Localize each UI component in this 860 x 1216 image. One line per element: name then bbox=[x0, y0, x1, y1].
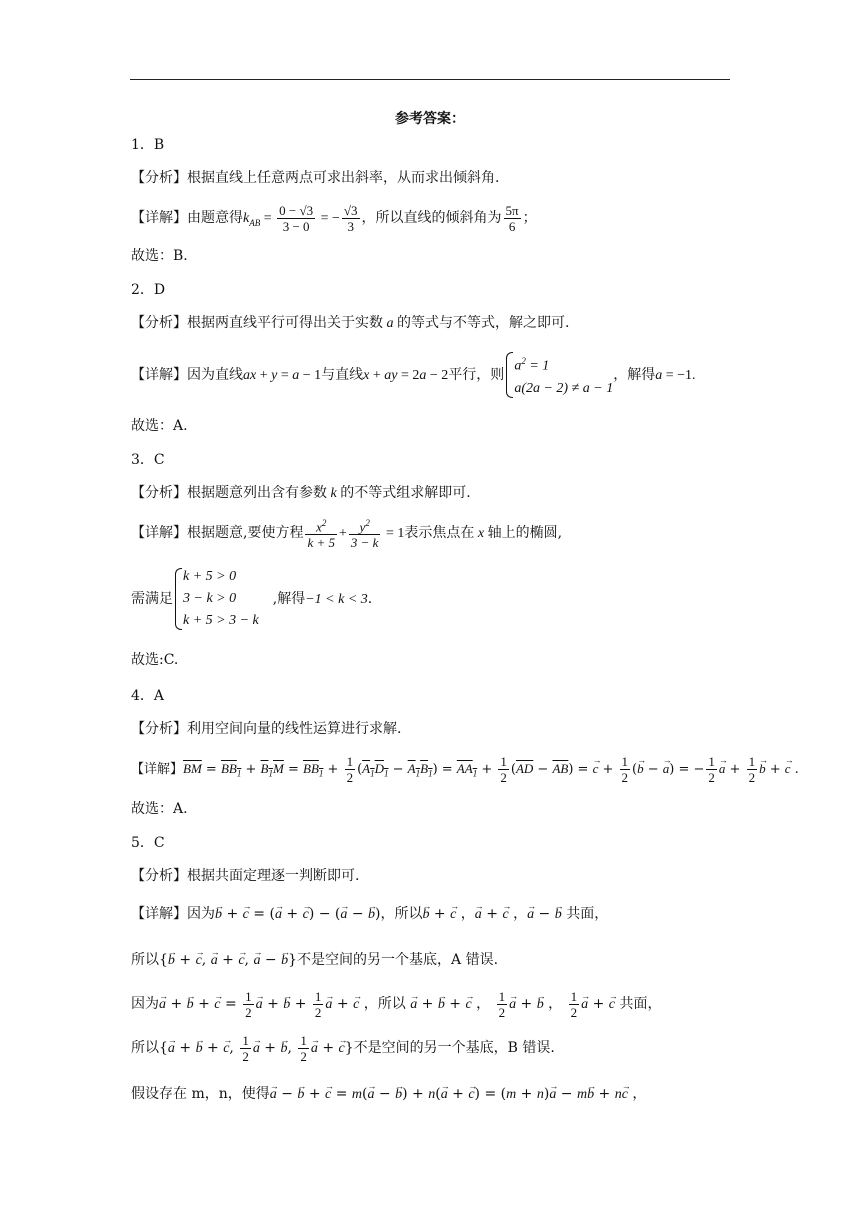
answer-3-analysis: 【分析】根据题意列出含有参数 k 的不等式组求解即可. bbox=[131, 485, 471, 501]
answer-4-choice: 故选：A. bbox=[131, 801, 188, 817]
answer-3-number: 3．C bbox=[131, 452, 165, 468]
answer-3-detail: 【详解】根据题意,要使方程 $\frac{x^2}{k + 5}$ + $\frac{y^2}{3 - k}$ = 1表示焦点在 x 轴上的椭圆, bbox=[131, 517, 563, 551]
answer-1-detail: 【详解】由题意得$k_{AB}$ = $\frac{0 - √3}{3 - 0}$ = − $\frac{√3}{3}$ ，所以直线的倾斜角为 $\frac{5\pi}{6}$ ； bbox=[131, 202, 537, 234]
answer-5-detail-3: 因为→ a + → b + → c = $\frac{1}{2}$ → a + → b + $\frac{1}{2}$ → a + → c ，所以 → a + → b + → c ， $\frac{1}{2}$ → a + → b ， $\frac{1}{2}$ → a + → c 共面， bbox=[131, 986, 661, 1023]
answer-4-number: 4．A bbox=[131, 688, 165, 704]
answer-5-detail-4: 所以{→ a + → b + → c, $\frac{1}{2}$ → a + → b, $\frac{1}{2}$ → a + → c}不是空间的另一个基底，B 错误. bbox=[131, 1030, 555, 1067]
answer-2-choice: 故选：A. bbox=[131, 418, 188, 434]
answer-3-system: 需满足 k + 5 > 0 3 − k > 0 k + 5 > 3 − k ,解得−1 < k < 3. bbox=[131, 566, 372, 633]
answer-4-detail: 【详解】$\overline{BM} = BB_1 + B_1M = BB_1$ + $\frac{1}{2}$ $(A_1D_1 - A_1B_1) = AA_1$ + $\frac{1}{2}$ $(\overline{AD} - \overline{AB})$ = → c + $\frac{1}{2}$ (→ b − → a) = − $\frac{1}{2}$ → a + $\frac{1}{2}$ → b + → c . bbox=[131, 752, 799, 791]
page-title: 参考答案： bbox=[395, 111, 465, 127]
answer-1-number: 1．B bbox=[131, 137, 165, 153]
answer-5-detail-1: 【详解】因为→ b + → c = (→ a + → c) − (→ a − → b)，所以→ b + → c ，→ a + → c ，→ a − → b 共面， bbox=[131, 904, 608, 925]
answer-5-detail-5: 假设存在 m，n，使得→ a − → b + → c = m(→ a − → b) + n(→ a + → c) = (m + n)→ a − m→ b + n→ c ， bbox=[131, 1084, 646, 1105]
answer-3-choice: 故选:C. bbox=[131, 652, 179, 668]
answer-2-analysis: 【分析】根据两直线平行可得出关于实数 a 的等式与不等式，解之即可. bbox=[131, 315, 570, 331]
answer-1-choice: 故选：B. bbox=[131, 248, 188, 264]
answer-5-analysis: 【分析】根据共面定理逐一判断即可. bbox=[131, 868, 360, 884]
answer-5-detail-2: 所以{→ b + → c, → a + → c, → a − → b}不是空间的另一个基底，A 错误. bbox=[131, 950, 498, 971]
header-rule bbox=[130, 79, 730, 80]
answer-5-number: 5．C bbox=[131, 835, 165, 851]
answer-2-detail: 【详解】因为直线ax + y = a − 1与直线x + ay = 2a − 2平行，则 $a^2 = 1$ a(2a − 2) ≠ a − 1 ，解得a = −1. bbox=[131, 350, 696, 400]
answer-2-number: 2．D bbox=[131, 282, 166, 298]
answer-4-analysis: 【分析】利用空间向量的线性运算进行求解. bbox=[131, 721, 402, 737]
answer-1-analysis: 【分析】根据直线上任意两点可求出斜率，从而求出倾斜角. bbox=[131, 170, 500, 186]
